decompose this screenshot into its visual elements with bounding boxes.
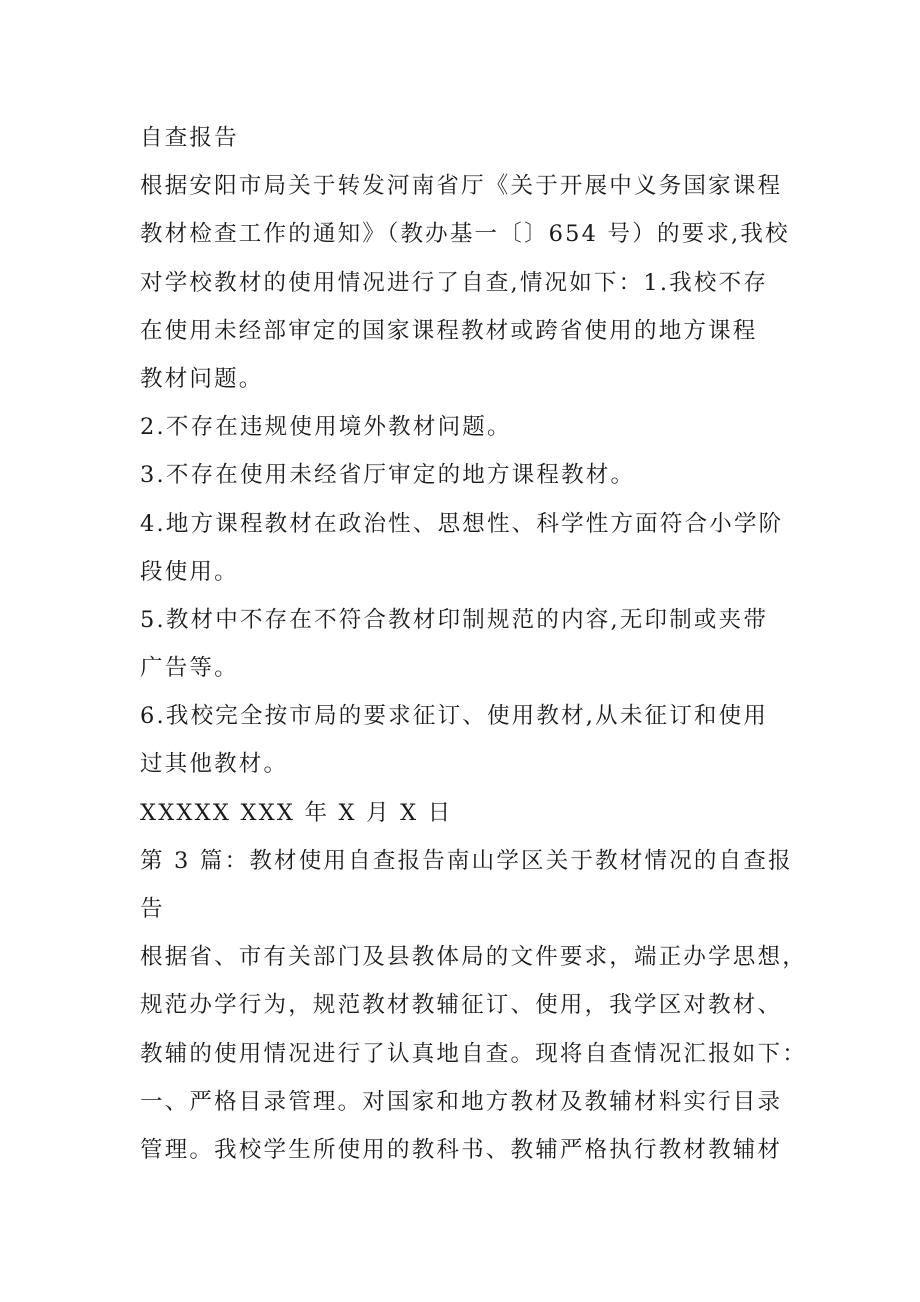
text-line: 一、严格目录管理。对国家和地方教材及教辅材料实行目录: [140, 1088, 783, 1115]
text-line: 教辅的使用情况进行了认真地自查。现将自查情况汇报如下：: [140, 1040, 807, 1067]
section-heading: 第 3 篇：教材使用自查报告南山学区关于教材情况的自查报: [140, 847, 793, 874]
text-line: 教材检查工作的通知》（教办基一〔〕654 号）的要求,我校: [140, 221, 790, 248]
text-line: 6.我校完全按市局的要求征订、使用教材,从未征订和使用: [140, 703, 769, 730]
date-line: XXXXX XXX 年 X 月 X 日: [140, 799, 453, 826]
text-line: 广告等。: [140, 655, 239, 682]
text-line: 根据安阳市局关于转发河南省厅《关于开展中义务国家课程: [140, 173, 783, 200]
text-line: 2.不存在违规使用境外教材问题。: [140, 414, 512, 441]
text-line: 3.不存在使用未经省厅审定的地方课程教材。: [140, 462, 636, 489]
text-line: 过其他教材。: [140, 751, 289, 778]
text-line: 对学校教材的使用情况进行了自查,情况如下：1.我校不存: [140, 269, 769, 296]
section-heading: 告: [140, 896, 165, 922]
text-line: 规范办学行为，规范教材教辅征订、使用，我学区对教材、: [140, 992, 783, 1019]
text-line: 5.教材中不存在不符合教材印制规范的内容,无印制或夹带: [140, 606, 769, 633]
text-line: 段使用。: [140, 558, 239, 585]
document-title: 自查报告: [140, 125, 239, 151]
text-line: 在使用未经部审定的国家课程教材或跨省使用的地方课程: [140, 317, 758, 344]
text-line: 根据省、市有关部门及县教体局的文件要求，端正办学思想，: [140, 944, 807, 971]
text-line: 4.地方课程教材在政治性、思想性、科学性方面符合小学阶: [140, 510, 784, 537]
document-body: [140, 114, 807, 1174]
text-line: 管理。我校学生所使用的教科书、教辅严格执行教材教辅材: [140, 1136, 783, 1163]
text-line: 教材问题。: [140, 365, 264, 392]
